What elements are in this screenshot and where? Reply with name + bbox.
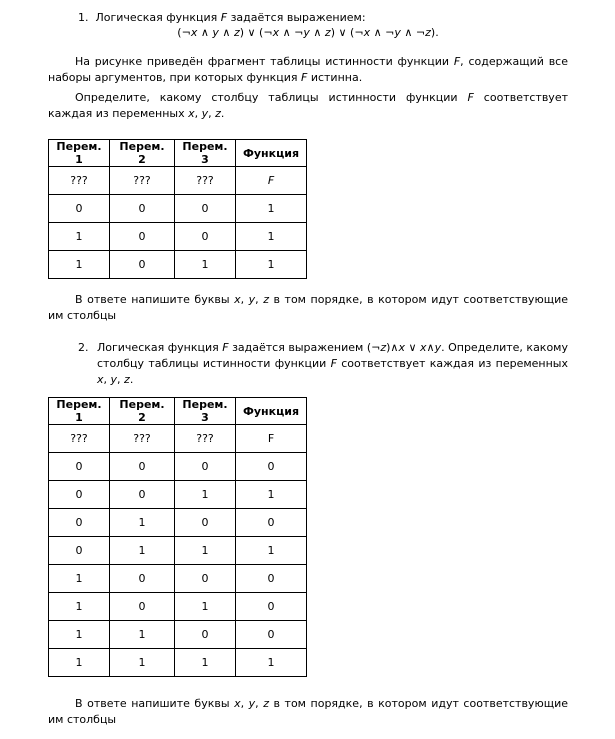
table-cell: 1 xyxy=(175,649,236,677)
column-header: Функция xyxy=(236,140,307,167)
text-segment: z xyxy=(263,697,269,710)
text-segment: y xyxy=(248,697,256,710)
text-segment: y xyxy=(394,26,401,39)
table-cell: ??? xyxy=(49,425,110,453)
problem-1-intro-text xyxy=(96,11,366,24)
problem-2-statement-text xyxy=(97,341,568,386)
text-segment: задаётся выражением (¬ xyxy=(228,341,381,354)
text-segment: x xyxy=(188,107,195,120)
text-segment: истинна. xyxy=(307,71,363,84)
table-cell: 1 xyxy=(175,481,236,509)
table-cell: ??? xyxy=(175,425,236,453)
table-cell: ??? xyxy=(110,425,175,453)
text-segment: ∨ xyxy=(404,341,421,354)
text-segment: F xyxy=(330,357,337,370)
column-header: Перем. 3 xyxy=(175,140,236,167)
table-cell: 0 xyxy=(175,195,236,223)
text-segment: , xyxy=(240,293,249,306)
table-cell: ??? xyxy=(175,167,236,195)
text-segment: . Определите, какому столбцу таблицы истинности функции xyxy=(97,341,568,370)
text-segment: соответствует каждая из переменных xyxy=(336,357,568,370)
table-cell: 0 xyxy=(49,509,110,537)
table-cell: 1 xyxy=(236,481,307,509)
text-segment: y xyxy=(110,373,118,386)
table-cell: F xyxy=(236,167,307,195)
table-row xyxy=(49,425,307,453)
table-cell: 0 xyxy=(175,223,236,251)
text-segment: (¬ xyxy=(177,26,191,39)
text-segment: x xyxy=(420,341,427,354)
problem-1-intro-line xyxy=(48,10,568,25)
table-cell: 0 xyxy=(49,537,110,565)
text-segment: z xyxy=(124,373,130,386)
table-cell: 0 xyxy=(110,565,175,593)
text-segment: z xyxy=(263,293,269,306)
table-cell: 1 xyxy=(175,537,236,565)
text-segment: x xyxy=(190,26,198,39)
text-segment: ). xyxy=(430,26,439,39)
text-segment: в том порядке, в котором идут соответствующие им столбцы xyxy=(48,293,568,322)
text-segment: Логическая функция xyxy=(97,341,223,354)
problem-1-number: 1. xyxy=(78,11,89,24)
table-cell: 0 xyxy=(49,453,110,481)
table-row xyxy=(49,565,307,593)
table-row xyxy=(49,251,307,279)
text-segment: в том порядке, в котором идут соответствующие им столбцы xyxy=(48,697,568,726)
text-segment: ∧ ¬ xyxy=(370,26,395,39)
table-cell: 0 xyxy=(236,453,307,481)
text-segment: y xyxy=(434,341,442,354)
text-segment: , xyxy=(255,293,264,306)
table-cell: 1 xyxy=(236,537,307,565)
text-segment: ∧ xyxy=(197,26,213,39)
text-segment: В ответе напишите буквы xyxy=(75,293,235,306)
table-cell: 1 xyxy=(236,195,307,223)
text-segment: x xyxy=(234,697,241,710)
problem-1 xyxy=(48,10,568,324)
column-header: Перем. 2 xyxy=(110,398,175,425)
column-header: Перем. 1 xyxy=(49,140,110,167)
table-cell: 0 xyxy=(110,195,175,223)
table-row xyxy=(49,481,307,509)
table-header-row xyxy=(49,398,307,425)
text-segment: Логическая функция xyxy=(95,11,221,24)
text-segment: z xyxy=(324,26,331,39)
table-cell: 0 xyxy=(236,621,307,649)
problem-2 xyxy=(48,340,568,728)
text-segment: , xyxy=(194,107,202,120)
table-row xyxy=(49,453,307,481)
text-segment: x xyxy=(363,26,371,39)
text-segment: x xyxy=(97,373,104,386)
table-cell: F xyxy=(236,425,307,453)
text-segment: x xyxy=(234,293,241,306)
table-row xyxy=(49,223,307,251)
text-segment: F xyxy=(220,11,228,24)
text-segment: F xyxy=(467,91,474,104)
text-segment: ∧ xyxy=(309,26,325,39)
table-cell: ??? xyxy=(49,167,110,195)
problem-1-task xyxy=(48,90,568,122)
table-row xyxy=(49,509,307,537)
table-cell: 0 xyxy=(110,593,175,621)
table-header-row xyxy=(49,140,307,167)
text-segment: y xyxy=(212,26,219,39)
text-segment: x xyxy=(398,341,405,354)
text-segment: задаётся выражением: xyxy=(227,11,366,24)
text-segment: F xyxy=(222,341,229,354)
table-cell: 1 xyxy=(49,565,110,593)
table-cell: 0 xyxy=(175,509,236,537)
table-cell: 0 xyxy=(110,251,175,279)
text-segment: F xyxy=(453,55,461,68)
table-row xyxy=(49,621,307,649)
table-cell: 1 xyxy=(110,621,175,649)
text-segment: , содержащий все наборы аргументов, при которых функция xyxy=(48,55,568,84)
table-cell: 1 xyxy=(236,223,307,251)
text-segment: , xyxy=(240,697,249,710)
table-row xyxy=(49,649,307,677)
column-header: Перем. 2 xyxy=(110,140,175,167)
table-cell: 0 xyxy=(175,453,236,481)
table-cell: 0 xyxy=(110,453,175,481)
table-cell: 0 xyxy=(49,481,110,509)
table-cell: 1 xyxy=(236,649,307,677)
table-row xyxy=(49,195,307,223)
text-segment: , xyxy=(103,373,111,386)
table-cell: ??? xyxy=(110,167,175,195)
text-segment: ) ∨ (¬ xyxy=(239,26,273,39)
text-segment: ∧ ¬ xyxy=(400,26,426,39)
table-cell: 0 xyxy=(110,481,175,509)
text-segment: z xyxy=(233,26,240,39)
text-segment: , xyxy=(208,107,216,120)
text-segment: В ответе напишите буквы xyxy=(75,697,235,710)
table-cell: 1 xyxy=(175,593,236,621)
table-cell: 0 xyxy=(236,593,307,621)
text-segment: y xyxy=(303,26,310,39)
text-segment: , xyxy=(255,697,264,710)
table-cell: 1 xyxy=(49,593,110,621)
problem-2-answer-note xyxy=(48,696,568,728)
text-segment: ) ∨ (¬ xyxy=(330,26,364,39)
table-cell: 0 xyxy=(236,565,307,593)
column-header: Функция xyxy=(236,398,307,425)
problem-1-answer-note xyxy=(48,292,568,324)
text-segment: ∧ ¬ xyxy=(279,26,304,39)
table-cell: 1 xyxy=(110,649,175,677)
text-segment: соответствует каждая из переменных xyxy=(48,91,568,120)
truth-table-1 xyxy=(48,139,307,279)
text-segment: Определите, какому столбцу таблицы истинности функции xyxy=(75,91,468,104)
table-cell: 1 xyxy=(49,621,110,649)
table-cell: 1 xyxy=(49,251,110,279)
table-cell: 0 xyxy=(175,565,236,593)
table-cell: 1 xyxy=(236,251,307,279)
problem-2-number: 2. xyxy=(78,341,89,354)
table-cell: 0 xyxy=(236,509,307,537)
text-segment: z xyxy=(425,26,431,39)
text-segment: , xyxy=(117,373,125,386)
problem-1-formula xyxy=(48,25,568,41)
text-segment: На рисунке приведён фрагмент таблицы истинности функции xyxy=(75,55,454,68)
column-header: Перем. 3 xyxy=(175,398,236,425)
table-row xyxy=(49,593,307,621)
table-cell: 0 xyxy=(110,223,175,251)
table-cell: 1 xyxy=(49,223,110,251)
problem-1-description xyxy=(48,54,568,86)
text-segment: . xyxy=(220,107,225,120)
table-cell: 1 xyxy=(49,649,110,677)
text-segment: ∧ xyxy=(218,26,234,39)
table-cell: 1 xyxy=(110,537,175,565)
table-row xyxy=(49,537,307,565)
text-segment: y xyxy=(201,107,209,120)
text-segment: y xyxy=(248,293,256,306)
text-segment: ∧ xyxy=(426,341,435,354)
table-cell: 1 xyxy=(175,251,236,279)
text-segment: . xyxy=(129,373,134,386)
table-cell: 1 xyxy=(110,509,175,537)
column-header: Перем. 1 xyxy=(49,398,110,425)
text-segment: x xyxy=(272,26,280,39)
truth-table-2 xyxy=(48,397,307,677)
text-segment: z xyxy=(215,107,221,120)
text-segment: z xyxy=(380,341,387,354)
table-row xyxy=(49,167,307,195)
problem-2-statement xyxy=(78,340,568,388)
text-segment: )∧ xyxy=(386,341,399,354)
text-segment: F xyxy=(301,71,308,84)
table-cell: 0 xyxy=(49,195,110,223)
table-cell: 0 xyxy=(175,621,236,649)
